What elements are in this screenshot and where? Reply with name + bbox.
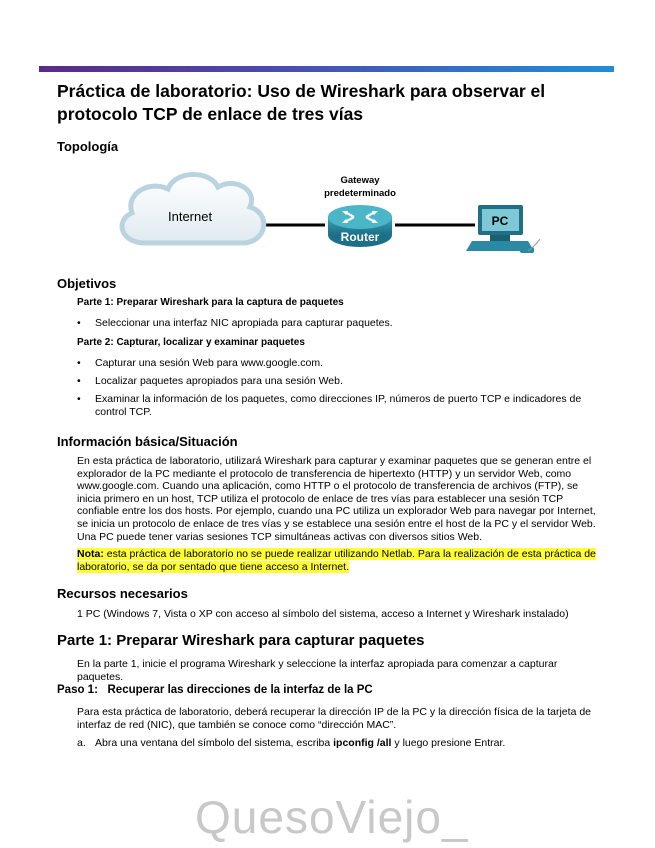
router-label: Router <box>340 230 380 244</box>
objetivos-parte1: Parte 1: Preparar Wireshark para la captura de paquetes <box>77 297 344 308</box>
bullet-icon: • <box>77 317 81 329</box>
page-title: Práctica de laboratorio: Uso de Wireshark para observar el protocolo TCP de enlace de tres vías <box>57 81 546 124</box>
bullet-icon: • <box>77 357 81 369</box>
parte1-heading: Parte 1: Preparar Wireshark para capturar paquetes <box>57 632 425 649</box>
step-a-letter: a. <box>77 737 86 749</box>
recursos-heading: Recursos necesarios <box>57 586 188 601</box>
pc-icon <box>466 205 540 253</box>
topologia-heading: Topología <box>57 139 119 154</box>
bullet-icon: • <box>77 393 81 405</box>
info-text: En esta práctica de laboratorio, utilizará Wireshark para capturar y examinar paquetes que se generan entre el explorador de la PC mediante el protocolo de transferencia de hipertexto (HTTP) y un servidor Web, como www.google.com. Cuando una aplicación, como HTTP o el protocolo de transferencia de archivos (FTP), se inicia primero en un host, TCP utiliza el protocolo de enlace de tres vías para establecer una sesión TCP confiable entre los dos hosts. Por ejemplo, cuando una PC utiliza un explorador Web para navegar por Internet, se inicia un protocolo de enlace de tres vías y se establece una sesión entre el host de la PC y el servidor Web. Una PC puede tener varias sesiones TCP simultáneas activas con diversos sitios Web. <box>77 455 596 543</box>
note-label: Nota: <box>77 548 104 560</box>
pc-label: PC <box>491 214 509 228</box>
info-heading: Información básica/Situación <box>57 434 238 449</box>
note-paragraph <box>77 548 597 573</box>
step-a-cmd: ipconfig /all <box>333 737 392 749</box>
watermark: QuesoViejo_ <box>195 791 469 843</box>
objetivos-heading: Objetivos <box>57 276 117 291</box>
recursos-text: 1 PC (Windows 7, Vista o XP con acceso al símbolo del sistema, acceso a Internet y Wireshark instalado) <box>77 608 569 620</box>
step-a-pre: Abra una ventana del símbolo del sistema, escriba <box>95 737 334 749</box>
paso1-text: Para esta práctica de laboratorio, deberá recuperar la dirección IP de la PC y la dirección física de la tarjeta de interfaz de red (NIC), que también se conoce como “dirección MAC”. <box>77 706 592 731</box>
bullet-icon: • <box>77 375 81 387</box>
note-text: esta práctica de laboratorio no se puede realizar utilizando Netlab. Para la realización de esta práctica de laboratorio, se da por sentado que tiene acceso a Internet. <box>77 548 596 573</box>
gateway-label-2: predeterminado <box>324 188 396 199</box>
header-accent-bar <box>39 66 614 72</box>
cloud-label: Internet <box>168 209 213 224</box>
topology-diagram <box>110 165 550 265</box>
objetivos-parte2: Parte 2: Capturar, localizar y examinar paquetes <box>77 337 305 348</box>
paso1-heading: Paso 1: Recuperar las direcciones de la interfaz de la PC <box>57 684 373 696</box>
parte1-text: En la parte 1, inicie el programa Wireshark y seleccione la interfaz apropiada para comenzar a capturar paquetes. <box>77 658 558 683</box>
step-a-post: y luego presione Entrar. <box>391 737 506 749</box>
gateway-label-1: Gateway <box>340 175 380 186</box>
